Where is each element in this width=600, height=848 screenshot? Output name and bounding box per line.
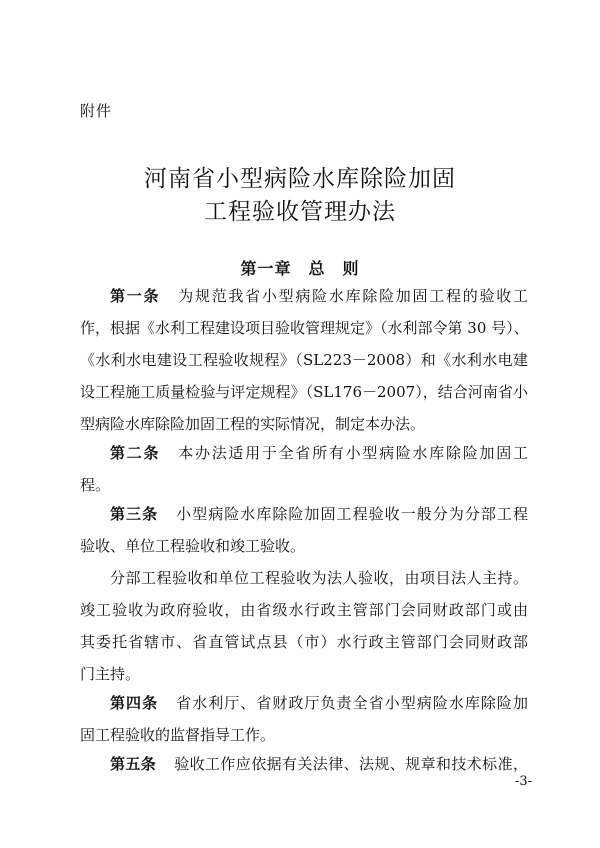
article-1-line-4: 设工程施工质量检验与评定规程》（SL176－2007），结合河南省小 (80, 383, 528, 401)
article-4-text: 省水利厅、省财政厅负责全省小型病险水库除险加 (176, 694, 528, 712)
article-3-text: 小型病险水库除险加固工程验收一般分为分部工程 (176, 505, 528, 523)
article-5-text: 验收工作应依据有关法律、法规、规章和技术标准， (174, 755, 528, 773)
article-1-line-2: 作，根据《水利工程建设项目验收管理规定》（水利部令第 30 号）、 (80, 319, 529, 337)
article-1-line-3: 《水利水电建设工程验收规程》（SL223－2008）和《水利水电建 (80, 351, 528, 369)
article-3-para-2-line-3: 其委托省辖市、省直管试点县（市）水行政主管部门会同财政部 (80, 633, 528, 651)
article-1-line-5: 型病险水库除险加固工程的实际情况，制定本办法。 (80, 415, 426, 433)
attachment-label: 附件 (80, 102, 113, 120)
article-4-line-2: 固工程验收的监督指导工作。 (80, 726, 276, 744)
article-1-text: 为规范我省小型病险水库除险加固工程的验收工 (178, 287, 528, 305)
article-3-para-2-line-1: 分部工程验收和单位工程验收为法人验收，由项目法人主持。 (110, 569, 528, 587)
article-3-line-2: 验收、单位工程验收和竣工验收。 (80, 537, 306, 555)
page-number: -3- (515, 774, 533, 789)
article-3-label: 第三条 (110, 505, 159, 523)
article-2-line-2: 程。 (80, 476, 111, 494)
document-title-line-1: 河南省小型病险水库除险加固 (144, 166, 456, 192)
article-3-para-2-line-4: 门主持。 (80, 665, 141, 683)
chapter-heading: 第一章 总 则 (240, 259, 360, 278)
article-3-para-2-line-2: 竣工验收为政府验收，由省级水行政主管部门会同财政部门或由 (80, 601, 528, 619)
article-5-line-1 (110, 753, 528, 775)
article-1-line-1 (110, 285, 528, 307)
article-2-label: 第二条 (110, 444, 161, 462)
article-4-line-1 (110, 692, 528, 714)
article-4-label: 第四条 (110, 694, 159, 712)
article-2-line-1 (110, 442, 528, 464)
article-3-line-1 (110, 503, 528, 525)
article-2-text: 本办法适用于全省所有小型病险水库除险加固工 (178, 444, 528, 462)
article-1-label: 第一条 (110, 287, 161, 305)
document-title-line-2: 工程验收管理办法 (204, 199, 396, 225)
article-5-label: 第五条 (110, 755, 157, 773)
